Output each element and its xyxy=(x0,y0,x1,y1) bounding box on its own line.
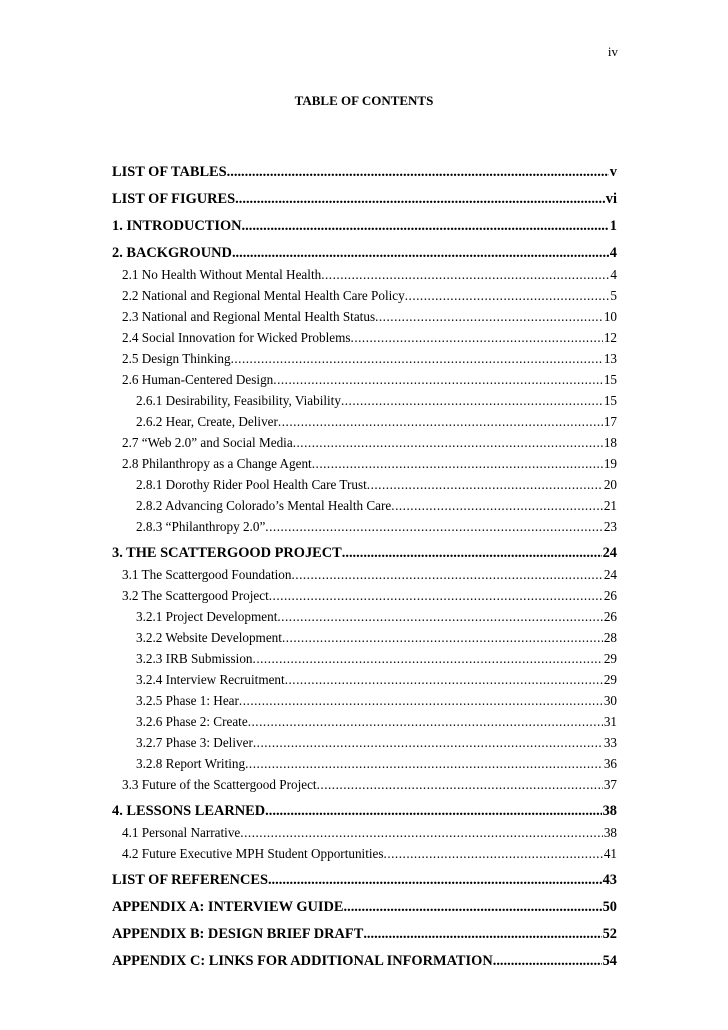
toc-entry[interactable] xyxy=(112,414,617,430)
toc-entry[interactable] xyxy=(112,803,617,820)
toc-entry[interactable] xyxy=(112,609,617,625)
toc-entry-page: 23 xyxy=(603,519,617,534)
toc-entry-page: vi xyxy=(605,191,617,207)
dot-leader xyxy=(363,926,601,943)
toc-entry-page: 29 xyxy=(603,672,617,687)
toc-entry[interactable] xyxy=(112,309,617,325)
toc-entry-page: 29 xyxy=(603,651,617,666)
toc-entry[interactable] xyxy=(112,218,617,235)
toc-entry-page: 18 xyxy=(603,435,617,450)
toc-entry-page: 1 xyxy=(609,218,617,234)
toc-entry-title: 3.2.2 Website Development xyxy=(136,630,282,645)
dot-leader xyxy=(493,953,602,970)
toc-entry[interactable] xyxy=(112,735,617,751)
toc-entry-title: APPENDIX B: DESIGN BRIEF DRAFT xyxy=(112,926,364,942)
toc-entry-title: 2.8 Philanthropy as a Change Agent xyxy=(122,456,312,471)
toc-entry-page: 31 xyxy=(603,714,617,729)
dot-leader xyxy=(282,630,603,646)
toc-entry-page: 4 xyxy=(609,245,617,261)
dot-leader xyxy=(239,693,603,709)
toc-entry-page: 19 xyxy=(603,456,617,471)
toc-entry-title: 2.2 National and Regional Mental Health Care Policy xyxy=(122,288,405,303)
toc-entry-title: 2.8.3 “Philanthropy 2.0” xyxy=(136,519,266,534)
dot-leader xyxy=(248,714,603,730)
toc-entry[interactable] xyxy=(112,456,617,472)
toc-entry[interactable] xyxy=(112,164,617,181)
toc-entry[interactable] xyxy=(112,267,617,283)
dot-leader xyxy=(351,330,603,346)
toc-entry[interactable] xyxy=(112,777,617,793)
toc-entry[interactable] xyxy=(112,872,617,889)
toc-entry-page: 33 xyxy=(603,735,617,750)
dot-leader xyxy=(232,245,609,262)
dot-leader xyxy=(265,519,603,535)
dot-leader xyxy=(253,735,603,751)
toc-entry[interactable] xyxy=(112,498,617,514)
toc-entry[interactable] xyxy=(112,567,617,583)
toc-entry-title: 3.2.6 Phase 2: Create xyxy=(136,714,248,729)
toc-entry-title: 3.2.8 Report Writing xyxy=(136,756,246,771)
dot-leader xyxy=(341,393,603,409)
toc-entry-title: 3. THE SCATTERGOOD PROJECT xyxy=(112,545,342,561)
toc-entry[interactable] xyxy=(112,714,617,730)
toc-entry-page: 21 xyxy=(603,498,617,513)
dot-leader xyxy=(344,899,602,916)
toc-entry[interactable] xyxy=(112,926,617,943)
toc-entry-page: 5 xyxy=(610,288,617,303)
toc-entry-page: 43 xyxy=(602,872,617,888)
dot-leader xyxy=(277,609,602,625)
toc-entry[interactable] xyxy=(112,672,617,688)
dot-leader xyxy=(268,872,602,889)
toc-entry-title: 3.3 Future of the Scattergood Project xyxy=(122,777,317,792)
dot-leader xyxy=(242,218,609,235)
toc-entry-page: 24 xyxy=(603,567,617,582)
dot-leader xyxy=(405,288,610,304)
toc-entry-title: APPENDIX C: LINKS FOR ADDITIONAL INFORMATION xyxy=(112,953,493,969)
toc-entry[interactable] xyxy=(112,351,617,367)
dot-leader xyxy=(235,191,605,208)
toc-entry-title: 2. BACKGROUND xyxy=(112,245,232,261)
toc-entry[interactable] xyxy=(112,435,617,451)
toc-entry-title: 2.8.2 Advancing Colorado’s Mental Health Care xyxy=(136,498,392,513)
dot-leader xyxy=(265,803,601,820)
toc-entry-page: 13 xyxy=(603,351,617,366)
toc-entry-title: 3.2.3 IRB Submission xyxy=(136,651,253,666)
toc-entry[interactable] xyxy=(112,630,617,646)
toc-entry-page: 36 xyxy=(603,756,617,771)
toc-entry-page: 38 xyxy=(603,825,617,840)
dot-leader xyxy=(269,588,603,604)
toc-entry-page: 24 xyxy=(602,545,617,561)
page-title: TABLE OF CONTENTS xyxy=(294,93,434,108)
toc-entry[interactable] xyxy=(112,288,617,304)
dot-leader xyxy=(253,651,603,667)
toc-entry-title: 3.2.5 Phase 1: Hear xyxy=(136,693,239,708)
toc-entry-title: 4.1 Personal Narrative xyxy=(122,825,241,840)
toc-entry-page: 15 xyxy=(603,393,617,408)
toc-entry-title: APPENDIX A: INTERVIEW GUIDE xyxy=(112,899,344,915)
toc-entry-title: 2.3 National and Regional Mental Health Status xyxy=(122,309,376,324)
toc-entry-title: 2.1 No Health Without Mental Health xyxy=(122,267,322,282)
toc-entry-page: 12 xyxy=(603,330,617,345)
toc-entry-page: 4 xyxy=(610,267,617,282)
toc-entry-title: 2.6 Human-Centered Design xyxy=(122,372,274,387)
toc-entry[interactable] xyxy=(112,372,617,388)
toc-entry-title: LIST OF FIGURES xyxy=(112,191,236,207)
toc-entry-title: 3.2.1 Project Development xyxy=(136,609,278,624)
page-number: iv xyxy=(607,44,618,59)
toc-entry[interactable] xyxy=(112,825,617,841)
toc-entry-page: 54 xyxy=(602,953,617,969)
toc-entry-page: 28 xyxy=(603,630,617,645)
dot-leader xyxy=(391,498,603,514)
toc-entry-title: 2.8.1 Dorothy Rider Pool Health Care Trust xyxy=(136,477,367,492)
toc-entry[interactable] xyxy=(112,846,617,862)
toc-entry-page: 30 xyxy=(603,693,617,708)
toc-entry-title: 3.2.4 Interview Recruitment xyxy=(136,672,285,687)
dot-leader xyxy=(317,777,603,793)
dot-leader xyxy=(240,825,603,841)
dot-leader xyxy=(245,756,603,772)
toc-entry-title: 2.6.2 Hear, Create, Deliver xyxy=(136,414,278,429)
toc-entry[interactable] xyxy=(112,953,617,970)
dot-leader xyxy=(367,477,603,493)
dot-leader xyxy=(273,372,603,388)
dot-leader xyxy=(285,672,603,688)
toc-entry-page: 37 xyxy=(603,777,617,792)
toc-entry-title: 4.2 Future Executive MPH Student Opportunities xyxy=(122,846,384,861)
toc-entry[interactable] xyxy=(112,245,617,262)
toc-entry-page: 38 xyxy=(602,803,617,819)
toc-entry-page: 41 xyxy=(603,846,617,861)
toc-entry-title: 3.2 The Scattergood Project xyxy=(122,588,269,603)
toc-entry[interactable] xyxy=(112,545,617,562)
toc-entry-page: 15 xyxy=(603,372,617,387)
toc-entry-title: 2.4 Social Innovation for Wicked Problems xyxy=(122,330,351,345)
toc-entry[interactable] xyxy=(112,899,617,916)
toc-entry-page: v xyxy=(609,164,617,180)
dot-leader xyxy=(321,267,609,283)
dot-leader xyxy=(312,456,603,472)
toc-entry-page: 26 xyxy=(603,588,617,603)
toc-entry-title: 2.6.1 Desirability, Feasibility, Viability xyxy=(136,393,341,408)
dot-leader xyxy=(375,309,603,325)
dot-leader xyxy=(293,435,603,451)
toc-entry[interactable] xyxy=(112,693,617,709)
toc-entry-title: 1. INTRODUCTION xyxy=(112,218,242,234)
toc-entry-title: LIST OF TABLES xyxy=(112,164,227,180)
toc-entry-page: 20 xyxy=(603,477,617,492)
toc-entry[interactable] xyxy=(112,651,617,667)
toc-entry[interactable] xyxy=(112,519,617,535)
toc-entry-page: 26 xyxy=(603,609,617,624)
toc-entry-title: 3.1 The Scattergood Foundation xyxy=(122,567,292,582)
toc-entry-page: 52 xyxy=(602,926,617,942)
toc-entry-title: 3.2.7 Phase 3: Deliver xyxy=(136,735,253,750)
toc-entry-title: LIST OF REFERENCES xyxy=(112,872,268,888)
dot-leader xyxy=(231,351,603,367)
toc-entry[interactable] xyxy=(112,477,617,493)
dot-leader xyxy=(227,164,609,181)
toc-entry[interactable] xyxy=(112,393,617,409)
toc-entry[interactable] xyxy=(112,588,617,604)
toc-entry[interactable] xyxy=(112,330,617,346)
toc-entry[interactable] xyxy=(112,756,617,772)
dot-leader xyxy=(384,846,603,862)
dot-leader xyxy=(342,545,602,562)
toc-entry[interactable] xyxy=(112,191,617,208)
toc-entry-page: 10 xyxy=(603,309,617,324)
toc-entry-page: 50 xyxy=(602,899,617,915)
toc-entry-title: 4. LESSONS LEARNED xyxy=(112,803,266,819)
toc-entry-page: 17 xyxy=(603,414,617,429)
dot-leader xyxy=(278,414,603,430)
dot-leader xyxy=(291,567,602,583)
toc-entry-title: 2.5 Design Thinking xyxy=(122,351,231,366)
toc-entry-title: 2.7 “Web 2.0” and Social Media xyxy=(122,435,293,450)
